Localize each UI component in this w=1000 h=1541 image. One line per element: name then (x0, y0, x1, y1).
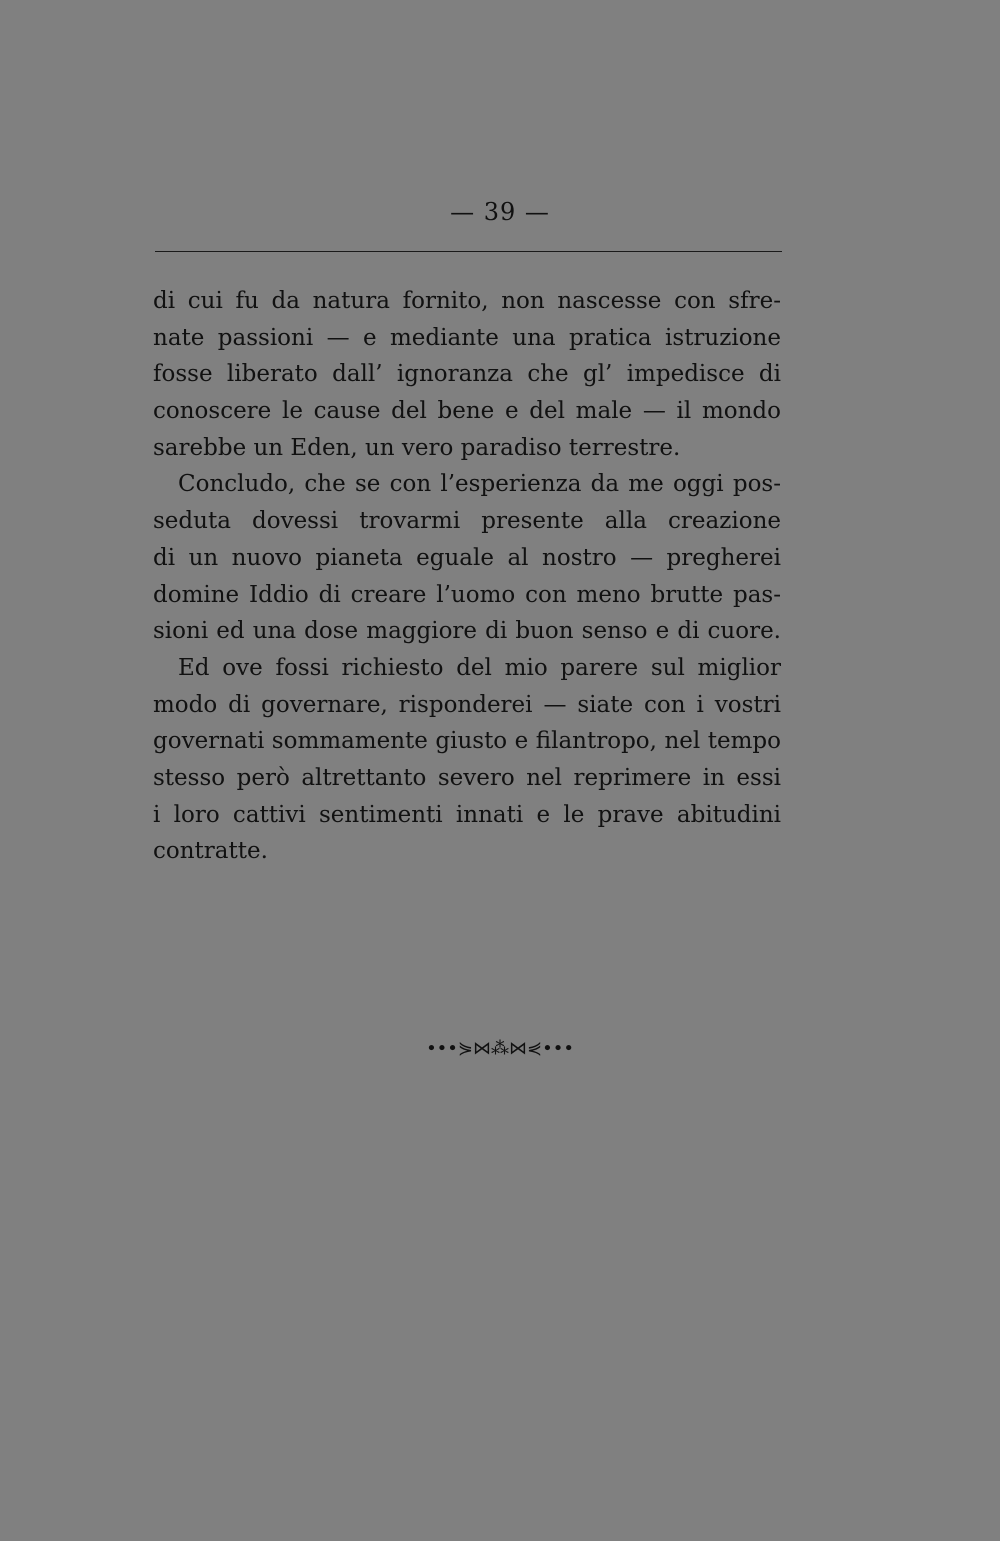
header-rule (155, 251, 782, 252)
body-text (153, 283, 781, 870)
text-line: seduta dovessi trovarmi presente alla creazione (153, 508, 781, 535)
text-line: domine Iddio di creare l’uomo con meno brutte pas- (153, 581, 781, 608)
text-line: Ed ove fossi richiesto del mio parere sul miglior (178, 654, 781, 681)
text-line: stesso però altrettanto severo nel reprimere in essi (153, 764, 781, 791)
text-line: fosse liberato dall’ ignoranza che gl’ impedisce di (153, 361, 781, 388)
text-line: modo di governare, risponderei — siate con i vostri (153, 691, 781, 718)
text-line: di un nuovo pianeta eguale al nostro — pregherei (153, 544, 781, 571)
page-number: — 39 — (450, 198, 550, 226)
text-line: governati sommamente giusto e filantropo, nel tempo (153, 728, 781, 755)
text-line: sarebbe un Eden, un vero paradiso terrestre. (153, 434, 681, 461)
end-ornament: •••⋟⋈⁂⋈⋞••• (426, 1038, 574, 1059)
text-line: contratte. (153, 838, 268, 865)
text-line: i loro cattivi sentimenti innati e le prave abitudini (153, 801, 781, 828)
text-line: sioni ed una dose maggiore di buon senso e di cuore. (153, 618, 781, 645)
text-line: conoscere le cause del bene e del male — il mondo (153, 398, 781, 425)
text-line: nate passioni — e mediante una pratica istruzione (153, 324, 781, 351)
text-line: Concludo, che se con l’esperienza da me oggi pos- (178, 471, 781, 498)
text-line: di cui fu da natura fornito, non nascesse con sfre- (153, 288, 781, 314)
